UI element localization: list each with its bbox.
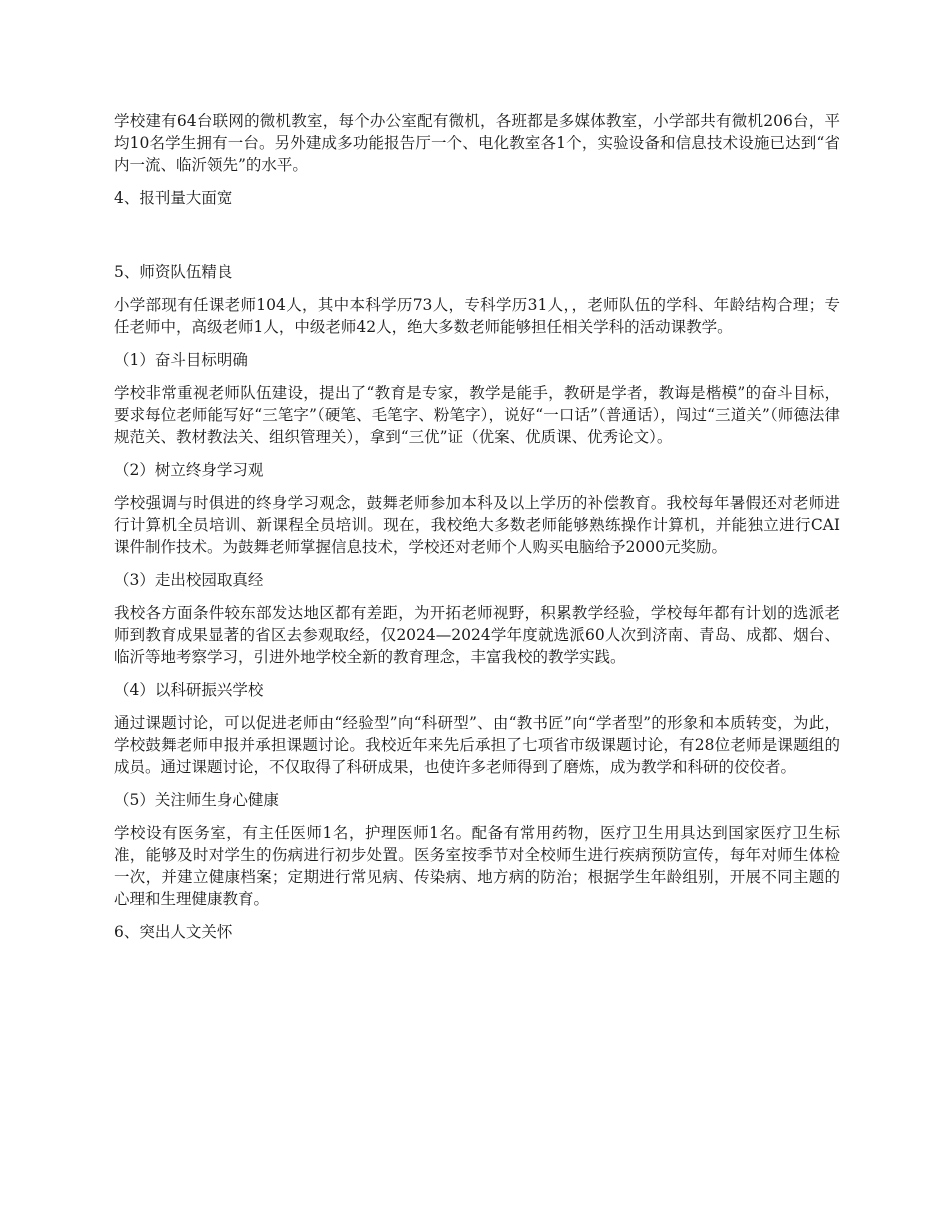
subheading-5: （5）关注师生身心健康 [114, 791, 279, 809]
section-heading-4: 4、报刊量大面宽 [114, 189, 233, 207]
lifelong-learning-paragraph: 学校强调与时俱进的终身学习观念，鼓舞老师参加本科及以上学历的补偿教育。我校每年暑假还对老师进行计算机全员培训、新课程全员培训。现在，我校绝大多数老师能够熟练操作计算机，并能独立进行CAI课件制作技术。为鼓舞老师掌握信息技术，学校还对老师个人购买电脑给予2000元奖励。 [114, 494, 840, 556]
study-tours-paragraph: 我校各方面条件较东部发达地区都有差距，为开拓老师视野，积累教学经验，学校每年都有计划的选派老师到教育成果显著的省区去参观取经，仅2024—2024学年度就选派60人次到济南、青岛、成都、烟台、临沂等地考察学习，引进外地学校全新的教育理念，丰富我校的教学实践。 [114, 604, 840, 666]
health-paragraph: 学校设有医务室，有主任医师1名，护理医师1名。配备有常用药物，医疗卫生用具达到国家医疗卫生标准，能够及时对学生的伤病进行初步处置。医务室按季节对全校师生进行疾病预防宣传，每年对师生体检一次，并建立健康档案；定期进行常见病、传染病、地方病的防治；根据学生年龄组别，开展不同主题的心理和生理健康教育。 [114, 824, 840, 908]
staff-paragraph: 小学部现有任课老师104人，其中本科学历73人，专科学历31人，，老师队伍的学科、年龄结构合理；专任老师中，高级老师1人，中级老师42人，绝大多数老师能够担任相关学科的活动课教学。 [114, 296, 840, 336]
facilities-paragraph: 学校建有64台联网的微机教室，每个办公室配有微机，各班都是多媒体教室，小学部共有微机206台，平均10名学生拥有一台。另外建成多功能报告厅一个、电化教室各1个，实验设备和信息技术设施已达到“省内一流、临沂领先”的水平。 [114, 112, 840, 174]
subheading-3: （3）走出校园取真经 [114, 571, 264, 589]
section-heading-6: 6、突出人文关怀 [114, 923, 233, 941]
subheading-4: （4）以科研振兴学校 [114, 681, 264, 699]
subheading-2: （2）树立终身学习观 [114, 461, 264, 479]
subheading-1: （1）奋斗目标明确 [114, 351, 248, 369]
document-page [114, 110, 840, 943]
research-paragraph: 通过课题讨论，可以促进老师由“经验型”向“科研型”、由“教书匠”向“学者型”的形象和本质转变，为此，学校鼓舞老师申报并承担课题讨论。我校近年来先后承担了七项省市级课题讨论，有28位老师是课题组的成员。通过课题讨论，不仅取得了科研成果，也使许多老师得到了磨炼，成为教学和科研的佼佼者。 [114, 714, 840, 776]
goals-paragraph: 学校非常重视老师队伍建设，提出了“教育是专家，教学是能手，教研是学者，教诲是楷模”的奋斗目标，要求每位老师能写好“三笔字”（硬笔、毛笔字、粉笔字），说好“一口话”（普通话），闯过“三道关”（师德法律规范关、教材教法关、组织管理关），拿到“三优”证（优案、优质课、优秀论文）。 [114, 384, 840, 446]
section-heading-5: 5、师资队伍精良 [114, 263, 233, 281]
